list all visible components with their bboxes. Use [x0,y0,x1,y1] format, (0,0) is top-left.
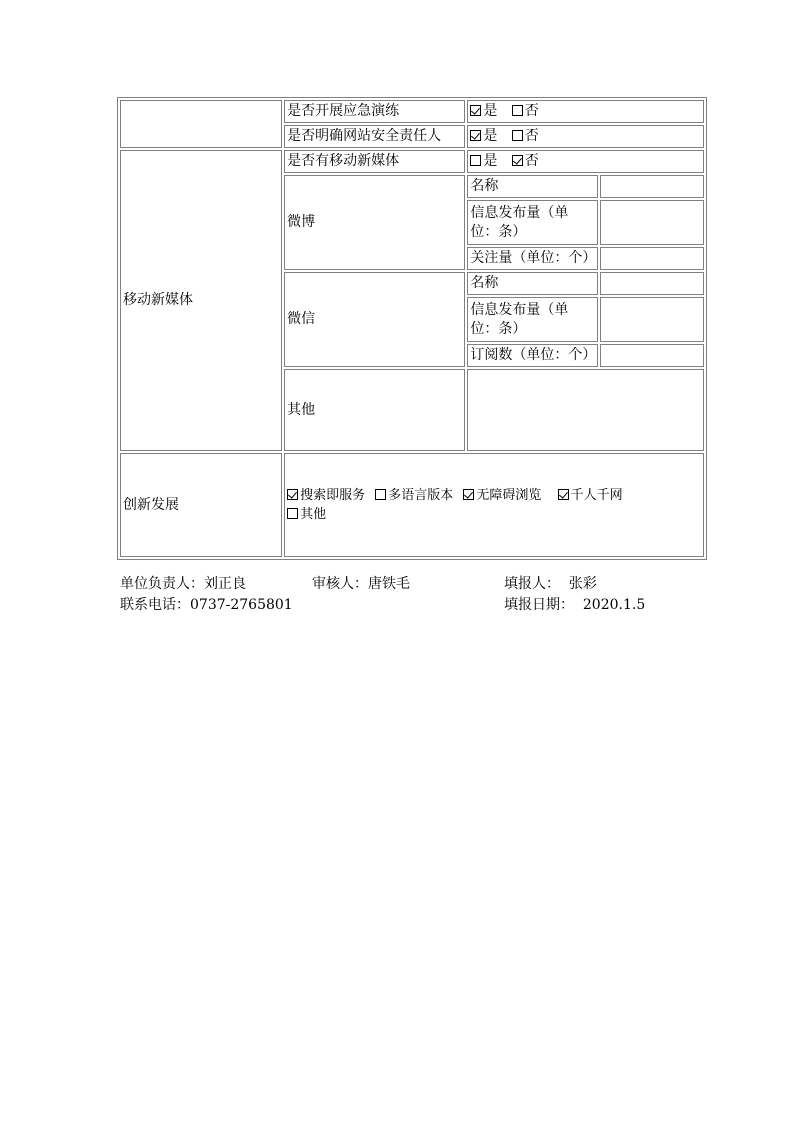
weixin-posts-value[interactable] [600,297,704,342]
drill-yes-option[interactable] [470,103,497,119]
weixin-subscribers-label: 订阅数（单位：个） [467,344,598,367]
checkbox-checked-icon[interactable] [512,155,523,166]
responsible-yes-label: 是 [483,128,498,144]
innovation-option-other[interactable] [287,507,326,522]
innovation-option-accessibility[interactable] [463,488,541,503]
drill-options [467,100,704,123]
weixin-subscribers-value[interactable] [600,344,704,367]
innovation-option-personalized[interactable] [558,488,623,503]
innovation-section-label: 创新发展 [120,453,282,557]
innovation-option-label: 无障碍浏览 [476,488,542,503]
checkbox-checked-icon[interactable] [463,489,474,500]
checkbox-icon[interactable] [470,155,481,166]
checkbox-icon[interactable] [512,105,523,116]
checkbox-checked-icon[interactable] [470,130,481,141]
weibo-name-label: 名称 [467,175,598,198]
mobile-yes-option[interactable] [470,153,497,169]
mobile-options [467,150,704,173]
drill-yes-label: 是 [483,103,498,119]
weixin-name-label: 名称 [467,272,598,295]
mobile-yes-label: 是 [483,153,498,169]
other-value[interactable] [467,369,704,451]
checkbox-icon[interactable] [512,130,523,141]
checkbox-checked-icon[interactable] [558,489,569,500]
weixin-posts-label: 信息发布量（单位：条） [467,297,598,342]
checkbox-checked-icon[interactable] [287,489,298,500]
innovation-option-label: 多语言版本 [388,488,454,503]
responsible-no-option[interactable] [512,128,539,144]
weibo-name-value[interactable] [600,175,704,198]
mobile-no-label: 否 [524,153,539,169]
footer [120,575,680,619]
weibo-followers-value[interactable] [600,247,704,270]
weixin-name-value[interactable] [600,272,704,295]
drill-no-option[interactable] [512,103,539,119]
filler: 填报人： 张彩 [504,576,597,592]
weixin-label: 微信 [284,272,465,367]
mobile-section-label: 移动新媒体 [120,150,282,451]
innovation-options [284,453,704,557]
responsible-yes-option[interactable] [470,128,497,144]
innovation-option-label: 搜索即服务 [300,488,366,503]
weibo-posts-label: 信息发布量（单位：条） [467,200,598,245]
weibo-label: 微博 [284,175,465,270]
innovation-option-label: 其他 [300,507,327,522]
report-table [117,97,707,560]
other-label: 其他 [284,369,465,451]
checkbox-icon[interactable] [287,508,298,519]
responsible-options [467,125,704,148]
weibo-followers-label: 关注量（单位：个） [467,247,598,270]
responsible-label: 是否明确网站安全责任人 [284,125,465,148]
weibo-posts-value[interactable] [600,200,704,245]
mobile-no-option[interactable] [512,153,539,169]
innovation-option-label: 千人千网 [570,488,623,503]
checkbox-icon[interactable] [375,489,386,500]
drill-label: 是否开展应急演练 [284,100,465,123]
responsible-no-label: 否 [524,128,539,144]
fill-date: 填报日期： 2020.1.5 [504,597,646,613]
drill-no-label: 否 [524,103,539,119]
innovation-option-search[interactable] [287,488,365,503]
unit-head: 单位负责人：刘正良 [120,576,246,592]
mobile-label: 是否有移动新媒体 [284,150,465,173]
reviewer: 审核人：唐铁毛 [312,576,410,592]
checkbox-checked-icon[interactable] [470,105,481,116]
blank-section-cell [120,100,282,148]
innovation-option-multilang[interactable] [375,488,453,503]
phone: 联系电话：0737-2765801 [120,597,293,613]
